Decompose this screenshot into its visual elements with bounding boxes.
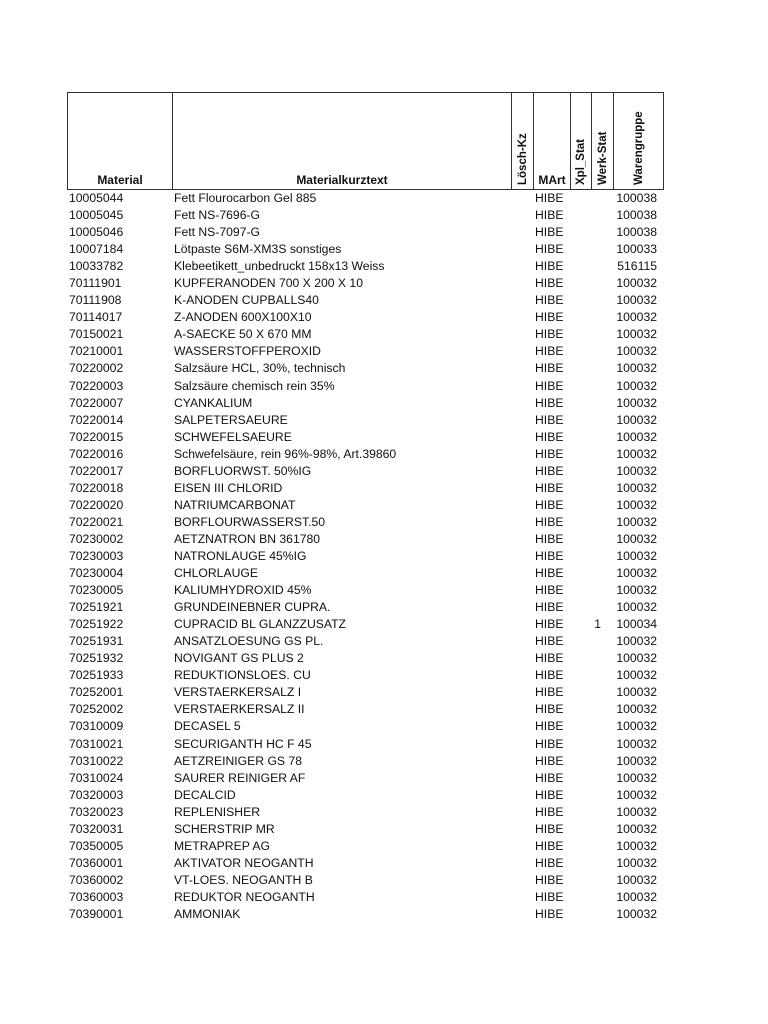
cell-material: 70230005: [69, 583, 124, 598]
cell-materialkurztext: Lötpaste S6M-XM3S sonstiges: [174, 242, 342, 257]
cell-material: 70251933: [69, 668, 124, 683]
cell-materialkurztext: AETZNATRON BN 361780: [174, 531, 321, 546]
cell-warengruppe: 100032: [616, 412, 657, 427]
cell-material: 10007184: [69, 242, 124, 257]
cell-mart: HIBE: [535, 191, 564, 205]
header-xpl-stat: [571, 93, 592, 189]
table-row: [67, 446, 664, 463]
cell-warengruppe: 100033: [616, 242, 657, 257]
cell-materialkurztext: K-ANODEN CUPBALLS40: [174, 293, 319, 308]
cell-warengruppe: 100032: [616, 668, 657, 683]
cell-materialkurztext: VT-LOES. NEOGANTH B: [174, 872, 313, 887]
cell-materialkurztext: DECASEL 5: [174, 719, 241, 734]
cell-materialkurztext: WASSERSTOFFPEROXID: [174, 344, 321, 359]
table-row: [67, 429, 664, 446]
cell-warengruppe: 100032: [616, 531, 657, 546]
cell-mart: HIBE: [535, 600, 564, 615]
cell-mart: HIBE: [535, 651, 564, 666]
cell-material: 70252002: [69, 702, 124, 717]
cell-mart: HIBE: [535, 855, 564, 870]
table-row: [67, 548, 664, 565]
table-row: [67, 207, 664, 224]
cell-material: 70220007: [69, 395, 124, 410]
cell-mart: HIBE: [535, 838, 564, 853]
table-header: [67, 92, 664, 190]
cell-materialkurztext: Schwefelsäure, rein 96%-98%, Art.39860: [174, 446, 397, 461]
table-row: [67, 616, 664, 633]
cell-material: 70220018: [69, 480, 124, 495]
table-row: [67, 753, 664, 770]
cell-mart: HIBE: [535, 566, 564, 581]
cell-mart: HIBE: [535, 208, 564, 223]
table-row: [67, 650, 664, 667]
cell-materialkurztext: AETZREINIGER GS 78: [174, 753, 302, 768]
cell-materialkurztext: AKTIVATOR NEOGANTH: [174, 855, 314, 870]
table-row: [67, 872, 664, 889]
cell-mart: HIBE: [535, 634, 564, 649]
cell-mart: HIBE: [535, 276, 564, 291]
cell-material: 70220017: [69, 463, 124, 478]
cell-materialkurztext: Salzsäure chemisch rein 35%: [174, 378, 335, 393]
cell-materialkurztext: VERSTAERKERSALZ II: [174, 702, 305, 717]
table-row: [67, 787, 664, 804]
cell-mart: HIBE: [535, 685, 564, 700]
cell-mart: HIBE: [535, 889, 564, 904]
header-mart: [534, 93, 571, 189]
cell-materialkurztext: Klebeetikett_unbedruckt 158x13 Weiss: [174, 259, 385, 274]
cell-warengruppe: 100032: [616, 600, 657, 615]
cell-material: 70150021: [69, 327, 124, 342]
cell-material: 70320023: [69, 804, 124, 819]
cell-mart: HIBE: [535, 429, 564, 444]
table-row: [67, 360, 664, 377]
cell-warengruppe: 100032: [616, 429, 657, 444]
table-row: [67, 633, 664, 650]
table-row: [67, 718, 664, 735]
cell-warengruppe: 100032: [616, 906, 657, 921]
cell-warengruppe: 100032: [616, 293, 657, 308]
cell-material: 70251932: [69, 651, 124, 666]
cell-materialkurztext: Fett NS-7696-G: [174, 208, 261, 223]
cell-mart: HIBE: [535, 736, 564, 751]
cell-material: 70251921: [69, 600, 124, 615]
cell-mart: HIBE: [535, 293, 564, 308]
cell-warengruppe: 100032: [616, 702, 657, 717]
cell-warengruppe: 100032: [616, 855, 657, 870]
cell-material: 70251922: [69, 617, 124, 632]
cell-warengruppe: 100032: [616, 753, 657, 768]
table-row: [67, 463, 664, 480]
cell-material: 70230002: [69, 531, 124, 546]
table-row: [67, 821, 664, 838]
cell-warengruppe: 100032: [616, 395, 657, 410]
cell-materialkurztext: KALIUMHYDROXID 45%: [174, 583, 312, 598]
cell-warengruppe: 100032: [616, 310, 657, 325]
cell-mart: HIBE: [535, 668, 564, 683]
header-losch-kz: [512, 93, 534, 189]
table-row: [67, 804, 664, 821]
cell-mart: HIBE: [535, 378, 564, 393]
cell-warengruppe: 100032: [616, 651, 657, 666]
cell-material: 70310024: [69, 770, 124, 785]
cell-warengruppe: 100032: [616, 514, 657, 529]
cell-mart: HIBE: [535, 446, 564, 461]
header-xpl-stat-label: Xpl_Stat: [575, 138, 587, 185]
cell-warengruppe: 100032: [616, 497, 657, 512]
cell-warengruppe: 100032: [616, 736, 657, 751]
table-row: [67, 190, 664, 207]
table-row: [67, 378, 664, 395]
cell-material: 70220020: [69, 497, 124, 512]
cell-materialkurztext: NATRIUMCARBONAT: [174, 497, 296, 512]
cell-mart: HIBE: [535, 906, 564, 921]
cell-materialkurztext: Fett NS-7097-G: [174, 225, 261, 240]
header-warengruppe-label: Warengruppe: [632, 111, 645, 185]
cell-mart: HIBE: [535, 719, 564, 734]
cell-warengruppe: 100032: [616, 276, 657, 291]
cell-materialkurztext: VERSTAERKERSALZ I: [174, 685, 302, 700]
cell-material: 70111908: [69, 293, 122, 308]
cell-warengruppe: 100034: [616, 617, 657, 632]
table-row: [67, 292, 664, 309]
header-werk-stat-label: Werk-Stat: [596, 131, 609, 185]
cell-materialkurztext: REDUKTIONSLOES. CU: [174, 668, 311, 683]
cell-warengruppe: 100032: [616, 361, 657, 376]
header-materialkurztext-label: Materialkurztext: [296, 173, 388, 187]
cell-materialkurztext: SALPETERSAEURE: [174, 412, 288, 427]
header-materialkurztext: [173, 93, 512, 189]
cell-mart: HIBE: [535, 463, 564, 478]
cell-warengruppe: 100032: [616, 685, 657, 700]
table-row: [67, 582, 664, 599]
header-material: [68, 93, 173, 189]
cell-mart: HIBE: [535, 514, 564, 529]
cell-materialkurztext: DECALCID: [174, 787, 236, 802]
cell-materialkurztext: REDUKTOR NEOGANTH: [174, 889, 315, 904]
cell-mart: HIBE: [535, 753, 564, 768]
cell-material: 70220014: [69, 412, 124, 427]
cell-materialkurztext: CYANKALIUM: [174, 395, 253, 410]
cell-mart: HIBE: [535, 872, 564, 887]
cell-mart: HIBE: [535, 361, 564, 376]
cell-material: 70220015: [69, 429, 124, 444]
cell-materialkurztext: Z-ANODEN 600X100X10: [174, 310, 312, 325]
cell-mart: HIBE: [535, 583, 564, 598]
table-row: [67, 599, 664, 616]
cell-material: 70220003: [69, 378, 124, 393]
cell-warengruppe: 516115: [617, 259, 657, 274]
cell-warengruppe: 100032: [616, 889, 657, 904]
cell-material: 70114017: [69, 310, 123, 325]
cell-mart: HIBE: [535, 395, 564, 410]
cell-materialkurztext: CHLORLAUGE: [174, 566, 258, 581]
table-row: [67, 770, 664, 787]
cell-materialkurztext: NATRONLAUGE 45%IG: [174, 548, 307, 563]
table-row: [67, 889, 664, 906]
cell-mart: HIBE: [535, 548, 564, 563]
cell-materialkurztext: A-SAECKE 50 X 670 MM: [174, 327, 312, 342]
cell-mart: HIBE: [535, 344, 564, 359]
cell-material: 70350005: [69, 838, 124, 853]
table-row: [67, 480, 664, 497]
table-row: [67, 667, 664, 684]
cell-warengruppe: 100032: [616, 463, 657, 478]
cell-warengruppe: 100032: [616, 480, 657, 495]
cell-material: 70390001: [69, 906, 124, 921]
cell-mart: HIBE: [535, 259, 564, 274]
cell-warengruppe: 100032: [616, 378, 657, 393]
cell-material: 10005045: [69, 208, 124, 223]
cell-warengruppe: 100032: [616, 344, 657, 359]
cell-warengruppe: 100032: [616, 566, 657, 581]
cell-material: 70310009: [69, 719, 124, 734]
table-row: [67, 855, 664, 872]
table-row: [67, 701, 664, 718]
cell-mart: HIBE: [535, 770, 564, 785]
table-row: [67, 275, 664, 292]
cell-materialkurztext: ANSATZLOESUNG GS PL.: [174, 634, 324, 649]
table-row: [67, 531, 664, 548]
cell-mart: HIBE: [535, 617, 564, 632]
cell-material: 70210001: [69, 344, 124, 359]
table-body: [67, 190, 664, 923]
cell-materialkurztext: Fett Flourocarbon Gel 885: [174, 191, 317, 205]
table-row: [67, 241, 664, 258]
cell-mart: HIBE: [535, 310, 564, 325]
cell-material: 70320003: [69, 787, 124, 802]
cell-materialkurztext: GRUNDEINEBNER CUPRA.: [174, 600, 331, 615]
cell-material: 10005044: [69, 191, 124, 205]
cell-mart: HIBE: [535, 327, 564, 342]
cell-warengruppe: 100032: [616, 719, 657, 734]
cell-materialkurztext: BORFLOURWASSERST.50: [174, 514, 326, 529]
cell-mart: HIBE: [535, 531, 564, 546]
cell-warengruppe: 100032: [616, 770, 657, 785]
cell-warengruppe: 100038: [616, 191, 657, 205]
cell-warengruppe: 100032: [616, 872, 657, 887]
cell-material: 70310022: [69, 753, 124, 768]
cell-materialkurztext: KUPFERANODEN 700 X 200 X 10: [174, 276, 363, 291]
table-row: [67, 838, 664, 855]
cell-mart: HIBE: [535, 787, 564, 802]
cell-mart: HIBE: [535, 412, 564, 427]
cell-material: 70360002: [69, 872, 124, 887]
cell-materialkurztext: AMMONIAK: [174, 906, 241, 921]
cell-material: 70360003: [69, 889, 124, 904]
cell-mart: HIBE: [535, 702, 564, 717]
cell-warengruppe: 100038: [616, 208, 657, 223]
table-row: [67, 343, 664, 360]
cell-materialkurztext: BORFLUORWST. 50%IG: [174, 463, 312, 478]
cell-material: 70111901: [69, 276, 122, 291]
cell-warengruppe: 100032: [616, 634, 657, 649]
cell-material: 70230004: [69, 566, 124, 581]
cell-materialkurztext: SCHERSTRIP MR: [174, 821, 275, 836]
cell-warengruppe: 100038: [616, 225, 657, 240]
header-mart-label: MArt: [538, 173, 566, 187]
cell-materialkurztext: Salzsäure HCL, 30%, technisch: [174, 361, 346, 376]
cell-materialkurztext: CUPRACID BL GLANZZUSATZ: [174, 617, 346, 632]
cell-mart: HIBE: [535, 242, 564, 257]
cell-mart: HIBE: [535, 225, 564, 240]
cell-werk-stat: 1: [594, 617, 601, 632]
table-row: [67, 309, 664, 326]
cell-warengruppe: 100032: [616, 327, 657, 342]
cell-materialkurztext: SECURIGANTH HC F 45: [174, 736, 312, 751]
header-warengruppe: [614, 93, 663, 189]
cell-warengruppe: 100032: [616, 583, 657, 598]
header-werk-stat: [592, 93, 614, 189]
table-row: [67, 224, 664, 241]
cell-warengruppe: 100032: [616, 804, 657, 819]
cell-warengruppe: 100032: [616, 446, 657, 461]
cell-material: 70360001: [69, 855, 124, 870]
table-row: [67, 565, 664, 582]
table-row: [67, 395, 664, 412]
cell-mart: HIBE: [535, 821, 564, 836]
header-losch-kz-label: Lösch-Kz: [516, 133, 529, 185]
cell-material: 70252001: [69, 685, 124, 700]
table-row: [67, 412, 664, 429]
header-material-label: Material: [97, 173, 143, 187]
cell-material: 70220002: [69, 361, 124, 376]
cell-materialkurztext: REPLENISHER: [174, 804, 261, 819]
cell-material: 70220021: [69, 514, 124, 529]
cell-warengruppe: 100032: [616, 838, 657, 853]
cell-materialkurztext: SCHWEFELSAEURE: [174, 429, 292, 444]
cell-material: 70251931: [69, 634, 124, 649]
cell-mart: HIBE: [535, 497, 564, 512]
cell-material: 70230003: [69, 548, 124, 563]
table-row: [67, 736, 664, 753]
cell-warengruppe: 100032: [616, 821, 657, 836]
cell-warengruppe: 100032: [616, 787, 657, 802]
table-row: [67, 906, 664, 923]
cell-material: 10005046: [69, 225, 124, 240]
cell-mart: HIBE: [535, 480, 564, 495]
cell-material: 70220016: [69, 446, 124, 461]
cell-warengruppe: 100032: [616, 548, 657, 563]
cell-materialkurztext: SAURER REINIGER AF: [174, 770, 306, 785]
table-row: [67, 514, 664, 531]
cell-material: 70320031: [69, 821, 124, 836]
cell-material: 10033782: [69, 259, 124, 274]
table-row: [67, 684, 664, 701]
material-table: [67, 92, 664, 923]
table-row: [67, 497, 664, 514]
cell-materialkurztext: EISEN III CHLORID: [174, 480, 283, 495]
table-row: [67, 258, 664, 275]
table-row: [67, 326, 664, 343]
cell-materialkurztext: METRAPREP AG: [174, 838, 270, 853]
cell-material: 70310021: [69, 736, 124, 751]
cell-materialkurztext: NOVIGANT GS PLUS 2: [174, 651, 304, 666]
cell-mart: HIBE: [535, 804, 564, 819]
